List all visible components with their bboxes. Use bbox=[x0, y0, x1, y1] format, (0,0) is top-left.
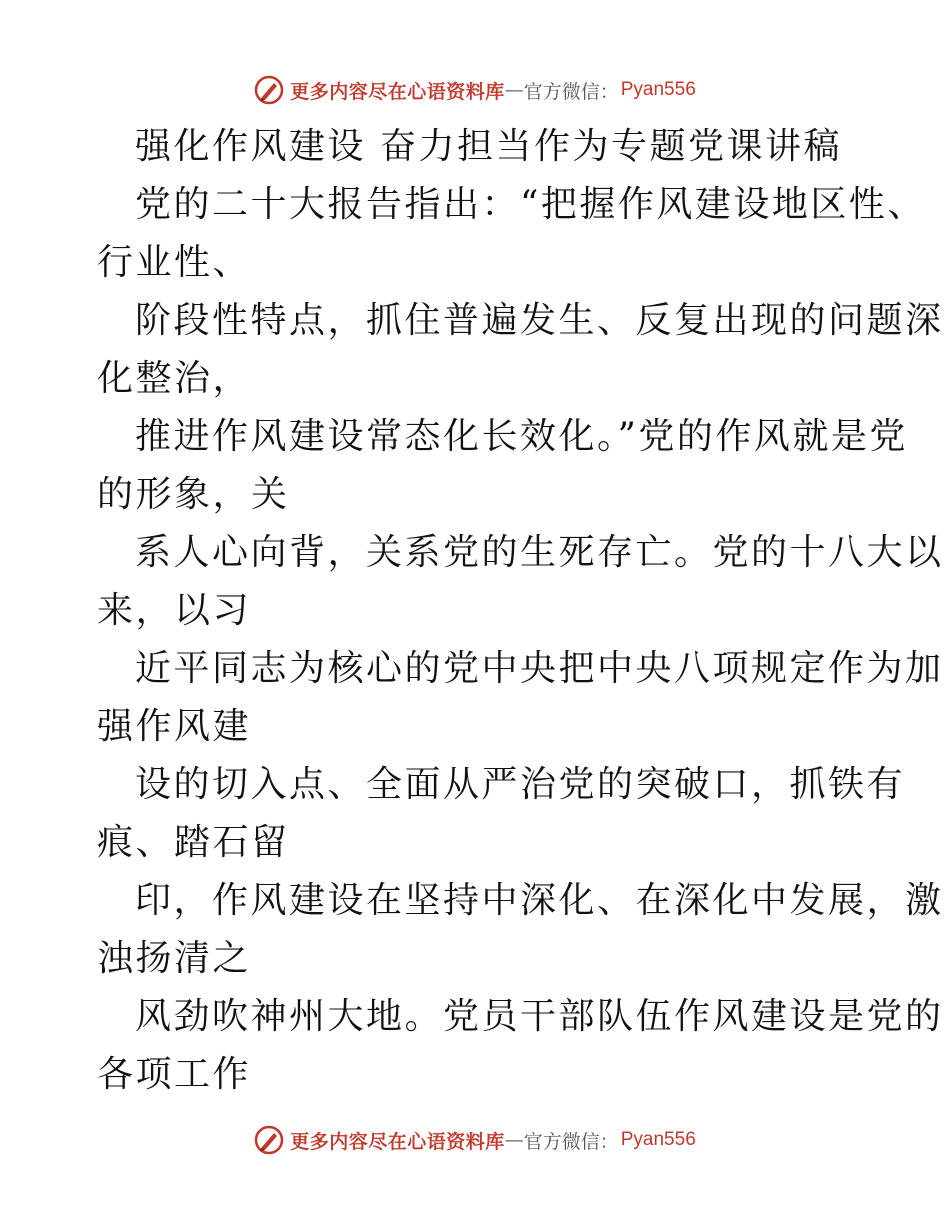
banner-separator: — bbox=[504, 1129, 524, 1151]
paragraph-line: 党的二十大报告指出：“把握作风建设地区性、 bbox=[135, 184, 926, 225]
paragraph-line: 行业性、 bbox=[97, 242, 252, 283]
quill-pen-logo-icon bbox=[254, 75, 284, 105]
paragraph-line: 推进作风建设常态化长效化。”党的作风就是党 bbox=[135, 416, 908, 457]
paragraph-line: 近平同志为核心的党中央把中央八项规定作为加 bbox=[135, 648, 944, 689]
paragraph-line: 的形象，关 bbox=[97, 474, 290, 515]
paragraph-line: 风劲吹神州大地。党员干部队伍作风建设是党的 bbox=[135, 996, 944, 1037]
banner-wechat-id: Pyan556 bbox=[620, 79, 696, 100]
banner-main-text: 更多内容尽在心语资料库 bbox=[290, 80, 505, 103]
paragraph-line: 设的切入点、全面从严治党的突破口，抓铁有 bbox=[135, 764, 906, 805]
banner-official-label: 官方微信： bbox=[523, 1130, 619, 1153]
document-title: 强化作风建设 奋力担当作为专题党课讲稿 bbox=[135, 126, 842, 167]
banner-official-label: 官方微信： bbox=[523, 80, 619, 103]
footer-banner bbox=[0, 1120, 950, 1160]
quill-pen-logo-icon bbox=[254, 1125, 284, 1155]
paragraph-line: 化整治， bbox=[97, 358, 252, 399]
paragraph-line: 阶段性特点，抓住普遍发生、反复出现的问题深 bbox=[135, 300, 944, 341]
header-banner bbox=[0, 70, 950, 110]
paragraph-line: 痕、踏石留 bbox=[97, 822, 290, 863]
paragraph-line: 浊扬清之 bbox=[97, 938, 252, 979]
paragraph-line: 各项工作 bbox=[97, 1054, 252, 1095]
banner-wechat-id: Pyan556 bbox=[620, 1129, 696, 1150]
paragraph-line: 印，作风建设在坚持中深化、在深化中发展，激 bbox=[135, 880, 944, 921]
banner-separator: — bbox=[504, 79, 524, 101]
paragraph-line: 来，以习 bbox=[97, 590, 252, 631]
document-body bbox=[97, 118, 944, 1104]
paragraph-line: 强作风建 bbox=[97, 706, 252, 747]
banner-main-text: 更多内容尽在心语资料库 bbox=[290, 1130, 505, 1153]
paragraph-line: 系人心向背，关系党的生死存亡。党的十八大以 bbox=[135, 532, 944, 573]
